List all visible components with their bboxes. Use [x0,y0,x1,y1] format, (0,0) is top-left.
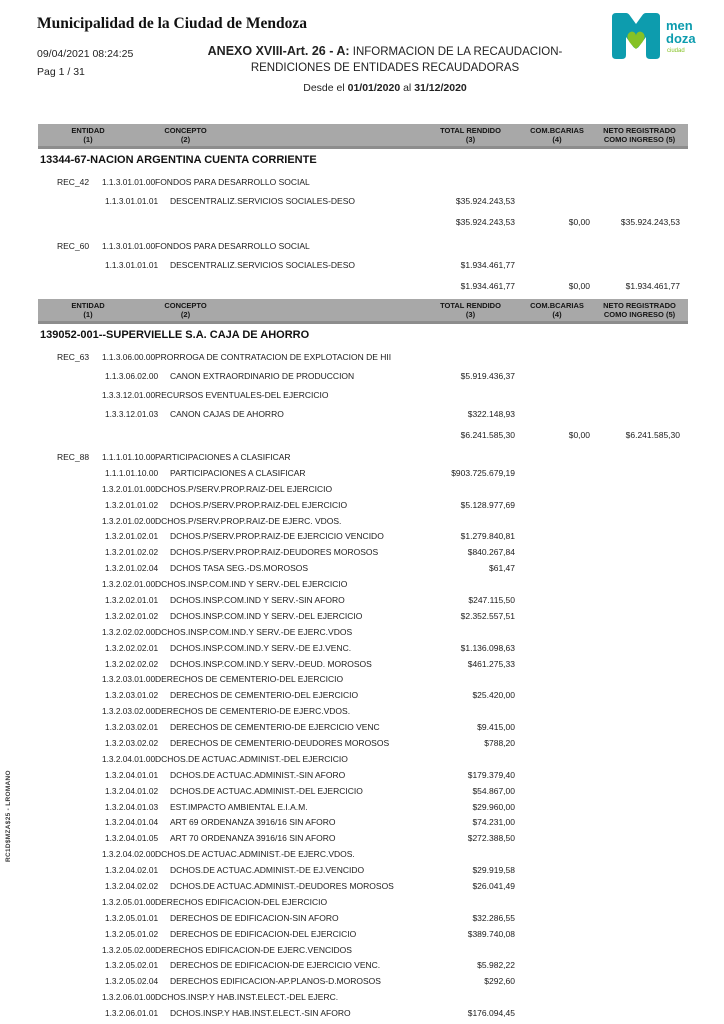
period-mid: al [403,82,412,94]
table-row [38,385,688,404]
table-row [38,687,688,703]
concept-code: 1.3.2.02.01.01 [105,594,159,605]
table-row [38,878,688,894]
concept-label: DERECHOS EDIFICACION-AP.PLANOS-D.MOROSOS [170,976,381,987]
concept-label: DCHOS.P/SERV.PROP.RAIZ-DEL EJERCICIO [155,483,333,494]
subtotal-total-rendido: $6.241.585,30 [460,430,515,440]
municipality-title: Municipalidad de la Ciudad de Mendoza [37,15,308,32]
total-rendido-value: $179.379,40 [467,769,515,780]
table-row [38,926,688,942]
column-label: CONCEPTO [164,301,207,310]
concept-label: FONDOS PARA DESARROLLO SOCIAL [155,240,310,251]
concept-label: DCHOS.DE ACTUAC.ADMINIST.-DEL EJERCICIO [170,785,363,796]
concept-label: PARTICIPACIONES A CLASIFICAR [155,451,291,462]
table-row [38,735,688,751]
table-row [38,449,688,465]
column-label: COM.BCARIAS [530,126,584,135]
column-header [523,126,591,144]
concept-label: DCHOS.DE ACTUAC.ADMINIST.-SIN AFORO [170,769,346,780]
concept-code: 1.3.2.02.02.02 [105,658,159,669]
rec-code: REC_88 [57,451,90,462]
concept-code: 1.3.2.02.01.00 [102,579,156,590]
concept-label: DCHOS.INSP.COM.IND.Y SERV.-DE EJERC.VDOS [155,626,353,637]
total-rendido-value: $176.094,45 [467,1008,515,1019]
concept-label: EST.IMPACTO AMBIENTAL E.I.A.M. [170,801,308,812]
concept-code: 1.3.3.12.01.03 [105,408,159,419]
column-index: COMO INGRESO (5) [603,310,676,319]
column-header [418,301,523,319]
concept-label: DERECHOS DE EDIFICACION-DE EJERCICIO VENC. [170,960,381,971]
concept-label: RECURSOS EVENTUALES-DEL EJERCICIO [155,389,329,400]
total-rendido-value: $272.388,50 [467,833,515,844]
concept-code: 1.3.2.05.02.01 [105,960,159,971]
concept-label: DESCENTRALIZ.SERVICIOS SOCIALES-DESO [170,195,355,206]
concept-code: 1.3.2.04.01.03 [105,801,159,812]
concept-code: 1.3.2.03.02.00 [102,706,156,717]
table-row [38,236,688,255]
concept-label: DCHOS.DE ACTUAC.ADMINIST.-DE EJ.VENCIDO [170,865,365,876]
concept-label: DCHOS.INSP.COM.IND Y SERV.-DEL EJERCICIO [170,610,363,621]
page-number: Pag 1 / 31 [37,66,85,78]
total-rendido-value: $247.115,50 [468,594,515,605]
column-header [591,126,688,144]
concept-label: DCHOS.DE ACTUAC.ADMINIST.-DEL EJERCICIO [155,753,348,764]
concept-label: DERECHOS DE CEMENTERIO-DE EJERCICIO VENC [170,722,380,733]
logo-tagline: ciudad [667,48,685,54]
concept-code: 1.1.3.01.01.00 [102,176,156,187]
table-row [38,958,688,974]
concept-label: DCHOS.P/SERV.PROP.RAIZ-DEUDORES MOROSOS [170,547,379,558]
concept-label: DERECHOS DE EDIFICACION-DEL EJERCICIO [170,928,357,939]
rec-code: REC_42 [57,176,90,187]
concept-label: DCHOS TASA SEG.-DS.MOROSOS [170,563,309,574]
concept-code: 1.3.2.01.02.02 [105,547,159,558]
concept-code: 1.3.2.03.01.00 [102,674,156,685]
concept-code: 1.3.2.06.01.00 [102,992,156,1003]
column-index: (4) [552,310,562,319]
table-row [38,191,688,210]
table-row [38,910,688,926]
total-rendido-value: $32.286,55 [472,912,515,923]
column-label: COM.BCARIAS [530,301,584,310]
concept-label: DCHOS.P/SERV.PROP.RAIZ-DE EJERCICIO VENCIDO [170,531,384,542]
table-row [38,513,688,529]
concept-code: 1.3.2.02.01.02 [105,610,159,621]
period-prefix: Desde el [303,82,345,94]
concept-code: 1.1.3.01.01.01 [105,259,159,270]
column-index: (4) [552,135,562,144]
concept-label: DCHOS.INSP.COM.IND Y SERV.-DEL EJERCICIO [155,579,348,590]
table-row [38,783,688,799]
column-header [38,301,138,319]
table-row [38,465,688,481]
total-rendido-value: $1.279.840,81 [460,531,515,542]
table-row [38,544,688,560]
table-row [38,624,688,640]
subtotal-total-rendido: $1.934.461,77 [460,281,515,291]
table-row [38,973,688,989]
logo-word-doza: doza [666,31,696,46]
concept-label: DCHOS.INSP.Y HAB.INST.ELECT.-SIN AFORO [170,1008,351,1019]
concept-code: 1.3.2.01.02.00 [102,515,156,526]
column-label: ENTIDAD [71,301,105,310]
concept-label: PARTICIPACIONES A CLASIFICAR [170,467,306,478]
concept-code: 1.3.2.04.02.02 [105,880,159,891]
rec-code: REC_60 [57,240,90,251]
table-row [38,608,688,624]
concept-code: 1.3.2.03.02.02 [105,737,159,748]
column-label: TOTAL RENDIDO [440,126,501,135]
total-rendido-value: $26.041,49 [472,880,515,891]
concept-code: 1.3.2.04.01.04 [105,817,159,828]
concept-code: 1.3.2.04.02.01 [105,865,159,876]
total-rendido-value: $25.420,00 [472,690,515,701]
concept-label: DERECHOS DE CEMENTERIO-DEL EJERCICIO [170,690,359,701]
concept-code: 1.3.2.04.01.01 [105,769,159,780]
subtotal-row [38,213,688,231]
concept-label: DERECHOS DE CEMENTERIO-DE EJERC.VDOS. [155,706,351,717]
concept-code: 1.3.2.04.01.02 [105,785,159,796]
period-from-date: 01/01/2020 [347,82,401,94]
total-rendido-value: $5.919.436,37 [460,370,515,381]
total-rendido-value: $292,60 [484,976,515,987]
column-header [523,301,591,319]
total-rendido-value: $61,47 [489,563,515,574]
concept-code: 1.3.2.01.01.00 [102,483,156,494]
concept-code: 1.3.2.04.01.05 [105,833,159,844]
subtotal-com-bcarias: $0,00 [568,281,590,291]
table-row [38,703,688,719]
table-row [38,751,688,767]
total-rendido-value: $1.136.098,63 [460,642,515,653]
report-period [150,80,620,96]
concept-code: 1.3.2.02.02.01 [105,642,159,653]
subtotal-row [38,426,688,444]
concept-code: 1.3.2.04.02.00 [102,849,156,860]
concept-code: 1.3.2.05.01.00 [102,896,156,907]
column-label: ENTIDAD [71,126,105,135]
annex-label: ANEXO XVIII-Art. 26 - A: [207,44,350,58]
subtotal-com-bcarias: $0,00 [568,217,590,227]
column-index: COMO INGRESO (5) [603,135,676,144]
concept-label: DCHOS.INSP.COM.IND.Y SERV.-DE EJ.VENC. [170,642,352,653]
total-rendido-value: $322.148,93 [467,408,515,419]
concept-label: ART 69 ORDENANZA 3916/16 SIN AFORO [170,817,336,828]
concept-code: 1.3.2.02.02.00 [102,626,156,637]
total-rendido-value: $54.867,00 [472,785,515,796]
concept-label: DCHOS.DE ACTUAC.ADMINIST.-DE EJERC.VDOS. [155,849,355,860]
entity-title: 139052-001--SUPERVIELLE S.A. CAJA DE AHORRO [40,329,310,341]
concept-label: DERECHOS DE CEMENTERIO-DEUDORES MOROSOS [170,737,390,748]
total-rendido-value: $29.960,00 [472,801,515,812]
subtotal-neto: $6.241.585,30 [625,430,680,440]
concept-label: DERECHOS EDIFICACION-DEL EJERCICIO [155,896,328,907]
concept-code: 1.3.3.12.01.00 [102,389,156,400]
annex-title-line2: RENDICIONES DE ENTIDADES RECAUDADORAS [250,62,520,74]
column-header [591,301,688,319]
concept-label: CANON CAJAS DE AHORRO [170,408,284,419]
table-row [38,989,688,1005]
concept-code: 1.3.2.05.01.01 [105,912,159,923]
entity-title: 13344-67-NACION ARGENTINA CUENTA CORRIENTE [40,154,317,166]
column-index: (2) [180,310,191,319]
subtotal-neto: $35.924.243,53 [620,217,680,227]
table-row [38,255,688,274]
table-row [38,894,688,910]
concept-label: CANON EXTRAORDINARIO DE PRODUCCION [170,370,355,381]
rec-code: REC_63 [57,351,90,362]
table-row [38,830,688,846]
concept-code: 1.1.3.06.02.00 [105,370,159,381]
total-rendido-value: $5.982,22 [477,960,515,971]
subtotal-row [38,277,688,295]
table-row [38,846,688,862]
total-rendido-value: $74.231,00 [472,817,515,828]
concept-code: 1.1.3.01.01.00 [102,240,156,251]
table-row [38,814,688,830]
table-row [38,592,688,608]
concept-code: 1.3.2.04.01.00 [102,753,156,764]
concept-code: 1.3.2.06.01.01 [105,1008,159,1019]
total-rendido-value: $9.415,00 [477,722,515,733]
concept-code: 1.3.2.03.01.02 [105,690,159,701]
concept-code: 1.3.2.05.02.04 [105,976,159,987]
report-body [38,124,688,1021]
table-row [38,862,688,878]
concept-code: 1.1.1.01.10.00 [102,451,156,462]
concept-code: 1.3.2.01.01.02 [105,499,159,510]
mendoza-city-logo-icon [610,11,702,63]
table-row [38,347,688,366]
column-index: (3) [465,310,476,319]
concept-code: 1.1.3.01.01.01 [105,195,159,206]
print-meta [37,45,133,81]
concept-label: DCHOS.INSP.COM.IND Y SERV.-SIN AFORO [170,594,345,605]
concept-label: DCHOS.P/SERV.PROP.RAIZ-DE EJERC. VDOS. [155,515,342,526]
table-row [38,172,688,191]
total-rendido-value: $29.919,58 [472,865,515,876]
concept-code: 1.1.1.01.10.00 [105,467,159,478]
concept-code: 1.3.2.05.01.02 [105,928,159,939]
total-rendido-value: $5.128.977,69 [460,499,515,510]
concept-label: FONDOS PARA DESARROLLO SOCIAL [155,176,310,187]
logo-word-men: men [666,18,693,33]
concept-label: DCHOS.INSP.COM.IND.Y SERV.-DEUD. MOROSOS [170,658,372,669]
table-row [38,528,688,544]
total-rendido-value: $903.725.679,19 [451,467,515,478]
total-rendido-value: $35.924.243,53 [455,195,515,206]
column-index: (1) [83,310,93,319]
concept-label: DCHOS.DE ACTUAC.ADMINIST.-DEUDORES MOROSOS [170,880,394,891]
concept-label: PRORROGA DE CONTRATACION DE EXPLOTACION DE HII [155,351,392,362]
annex-title-line1 [150,43,620,60]
concept-code: 1.1.3.06.00.00 [102,351,156,362]
total-rendido-value: $2.352.557,51 [460,610,515,621]
column-header [138,126,233,144]
table-row [38,656,688,672]
table-header-bar [38,299,688,324]
column-header [138,301,233,319]
annex-subject: INFORMACION DE LA RECAUDACION- [352,46,563,58]
table-row [38,719,688,735]
table-row [38,576,688,592]
table-header-bar [38,124,688,149]
concept-code: 1.3.2.03.02.01 [105,722,159,733]
column-label: CONCEPTO [164,126,207,135]
column-index: (2) [180,135,191,144]
concept-code: 1.3.2.01.02.04 [105,563,159,574]
table-row [38,1005,688,1021]
total-rendido-value: $788,20 [484,737,515,748]
table-row [38,404,688,423]
table-row [38,497,688,513]
concept-label: DERECHOS EDIFICACION-DE EJERC.VENCIDOS [155,944,352,955]
concept-code: 1.3.2.05.02.00 [102,944,156,955]
document-title [150,43,620,96]
period-to-date: 31/12/2020 [414,82,467,94]
table-row [38,560,688,576]
print-job-code: RC1D$MZA$25 - LROMANO [5,770,12,862]
column-label: NETO REGISTRADO [603,301,676,310]
concept-label: ART 70 ORDENANZA 3916/16 SIN AFORO [170,833,336,844]
table-row [38,942,688,958]
subtotal-neto: $1.934.461,77 [625,281,680,291]
column-header [418,126,523,144]
concept-label: DERECHOS DE CEMENTERIO-DEL EJERCICIO [155,674,344,685]
column-label: NETO REGISTRADO [603,126,676,135]
concept-label: DCHOS.P/SERV.PROP.RAIZ-DEL EJERCICIO [170,499,348,510]
table-row [38,671,688,687]
subtotal-com-bcarias: $0,00 [568,430,590,440]
total-rendido-value: $389.740,08 [467,928,515,939]
total-rendido-value: $461.275,33 [467,658,515,669]
table-row [38,640,688,656]
column-index: (1) [83,135,93,144]
table-row [38,481,688,497]
print-timestamp: 09/04/2021 08:24:25 [37,48,134,60]
table-row [38,767,688,783]
column-label: TOTAL RENDIDO [440,301,501,310]
concept-label: DESCENTRALIZ.SERVICIOS SOCIALES-DESO [170,259,355,270]
total-rendido-value: $840.267,84 [467,547,515,558]
column-index: (3) [465,135,476,144]
concept-code: 1.3.2.01.02.01 [105,531,159,542]
column-header [38,126,138,144]
concept-label: DCHOS.INSP.Y HAB.INST.ELECT.-DEL EJERC. [155,992,339,1003]
table-row [38,799,688,815]
subtotal-total-rendido: $35.924.243,53 [455,217,515,227]
concept-label: DERECHOS DE EDIFICACION-SIN AFORO [170,912,339,923]
table-row [38,366,688,385]
total-rendido-value: $1.934.461,77 [460,259,515,270]
